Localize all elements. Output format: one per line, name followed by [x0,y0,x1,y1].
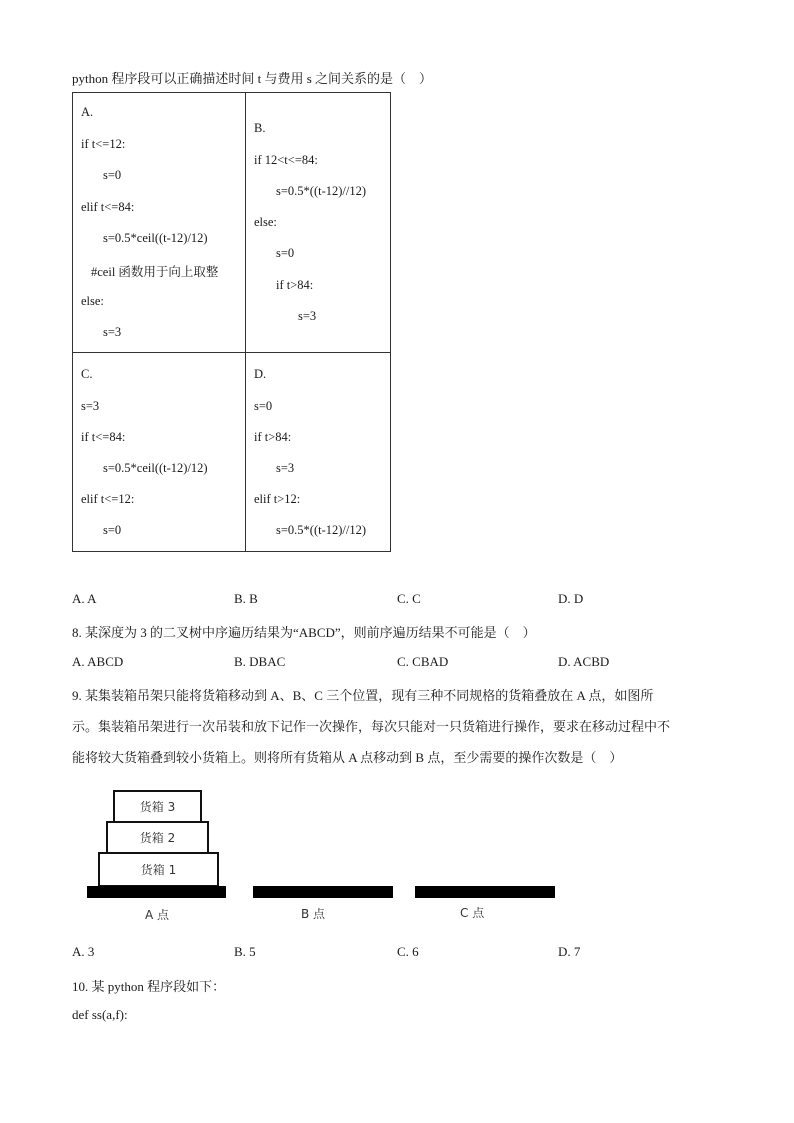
q8-option-a[interactable]: A. ABCD [72,654,124,669]
q10-code-line: def ss(a,f): [72,1007,128,1022]
cell-d-line: if t>84: [254,430,292,444]
q7-option-d[interactable]: D. D [558,591,584,606]
cell-c-line: elif t<=12: [81,492,135,506]
q8-option-d[interactable]: D. ACBD [558,654,610,669]
q9-option-a[interactable]: A. 3 [72,944,95,959]
q9-stem-line3: 能将较大货箱叠到较小货箱上。则将所有货箱从 A 点移动到 B 点，至少需要的操作次数是（ ） [72,750,623,765]
cell-c-line: C. [81,367,93,381]
q9-stem-line2: 示。集装箱吊架进行一次吊装和放下记作一次操作，每次只能对一只货箱进行操作，要求在移动过程中不 [72,719,671,734]
cell-b-line: if t>84: [276,278,314,292]
q7-option-c[interactable]: C. C [397,591,421,606]
q9-stem-line1: 9. 某集装箱吊架只能将货箱移动到 A、B、C 三个位置，现有三种不同规格的货箱叠放在 A 点，如图所 [72,688,654,703]
cell-d-line: s=0 [254,399,273,413]
cell-b-line: B. [254,121,266,135]
point-a-label: A 点 [145,908,170,922]
q7-option-b[interactable]: B. B [234,591,258,606]
cell-a-line: s=0 [103,168,122,182]
cell-c [73,353,246,552]
cell-a-line: s=3 [103,325,122,339]
cell-a-line: if t<=12: [81,137,126,151]
cell-b-line: s=0.5*((t-12)//12) [276,184,367,198]
cell-d-line: s=0.5*((t-12)//12) [276,523,367,537]
cell-b-line: s=0 [276,246,295,260]
q8-option-c[interactable]: C. CBAD [397,654,449,669]
cell-a-line: s=0.5*ceil((t-12)/12) [103,231,208,245]
box-3: 货箱 3 [113,790,202,823]
cell-a [73,93,246,353]
cell-d-line: D. [254,367,267,381]
q9-option-c[interactable]: C. 6 [397,944,419,959]
point-b-label: B 点 [301,907,326,921]
cell-b-line: if 12<t<=84: [254,153,318,167]
cell-c-line: if t<=84: [81,430,126,444]
cell-c-line: s=0.5*ceil((t-12)/12) [103,461,208,475]
cell-d-line: elif t>12: [254,492,301,506]
box-1: 货箱 1 [98,852,219,887]
box-2: 货箱 2 [106,821,209,854]
cell-d-line: s=3 [276,461,295,475]
cell-b [246,93,391,353]
cell-b-line: s=3 [298,309,317,323]
base-b [253,886,393,898]
cell-b-line: else: [254,215,277,229]
cell-c-line: s=3 [81,399,100,413]
q8-stem: 8. 某深度为 3 的二叉树中序遍历结果为“ABCD”，则前序遍历结果不可能是（ ） [72,625,536,640]
base-c [415,886,555,898]
cell-c-line: s=0 [103,523,122,537]
point-c-label: C 点 [460,906,485,920]
cell-a-line: else: [81,294,104,308]
q7-option-a[interactable]: A. A [72,591,97,606]
q7-code-table [72,92,391,552]
cell-d [246,353,391,552]
q9-option-b[interactable]: B. 5 [234,944,256,959]
q9-option-d[interactable]: D. 7 [558,944,581,959]
base-a [87,886,226,898]
q7-stem: python 程序段可以正确描述时间 t 与费用 s 之间关系的是（ ） [72,71,433,86]
q10-stem: 10. 某 python 程序段如下： [72,979,226,994]
cell-a-line: elif t<=84: [81,200,135,214]
q8-option-b[interactable]: B. DBAC [234,654,286,669]
cell-a-comment: #ceil 函数用于向上取整 [91,265,219,279]
cell-a-line: A. [81,105,94,119]
